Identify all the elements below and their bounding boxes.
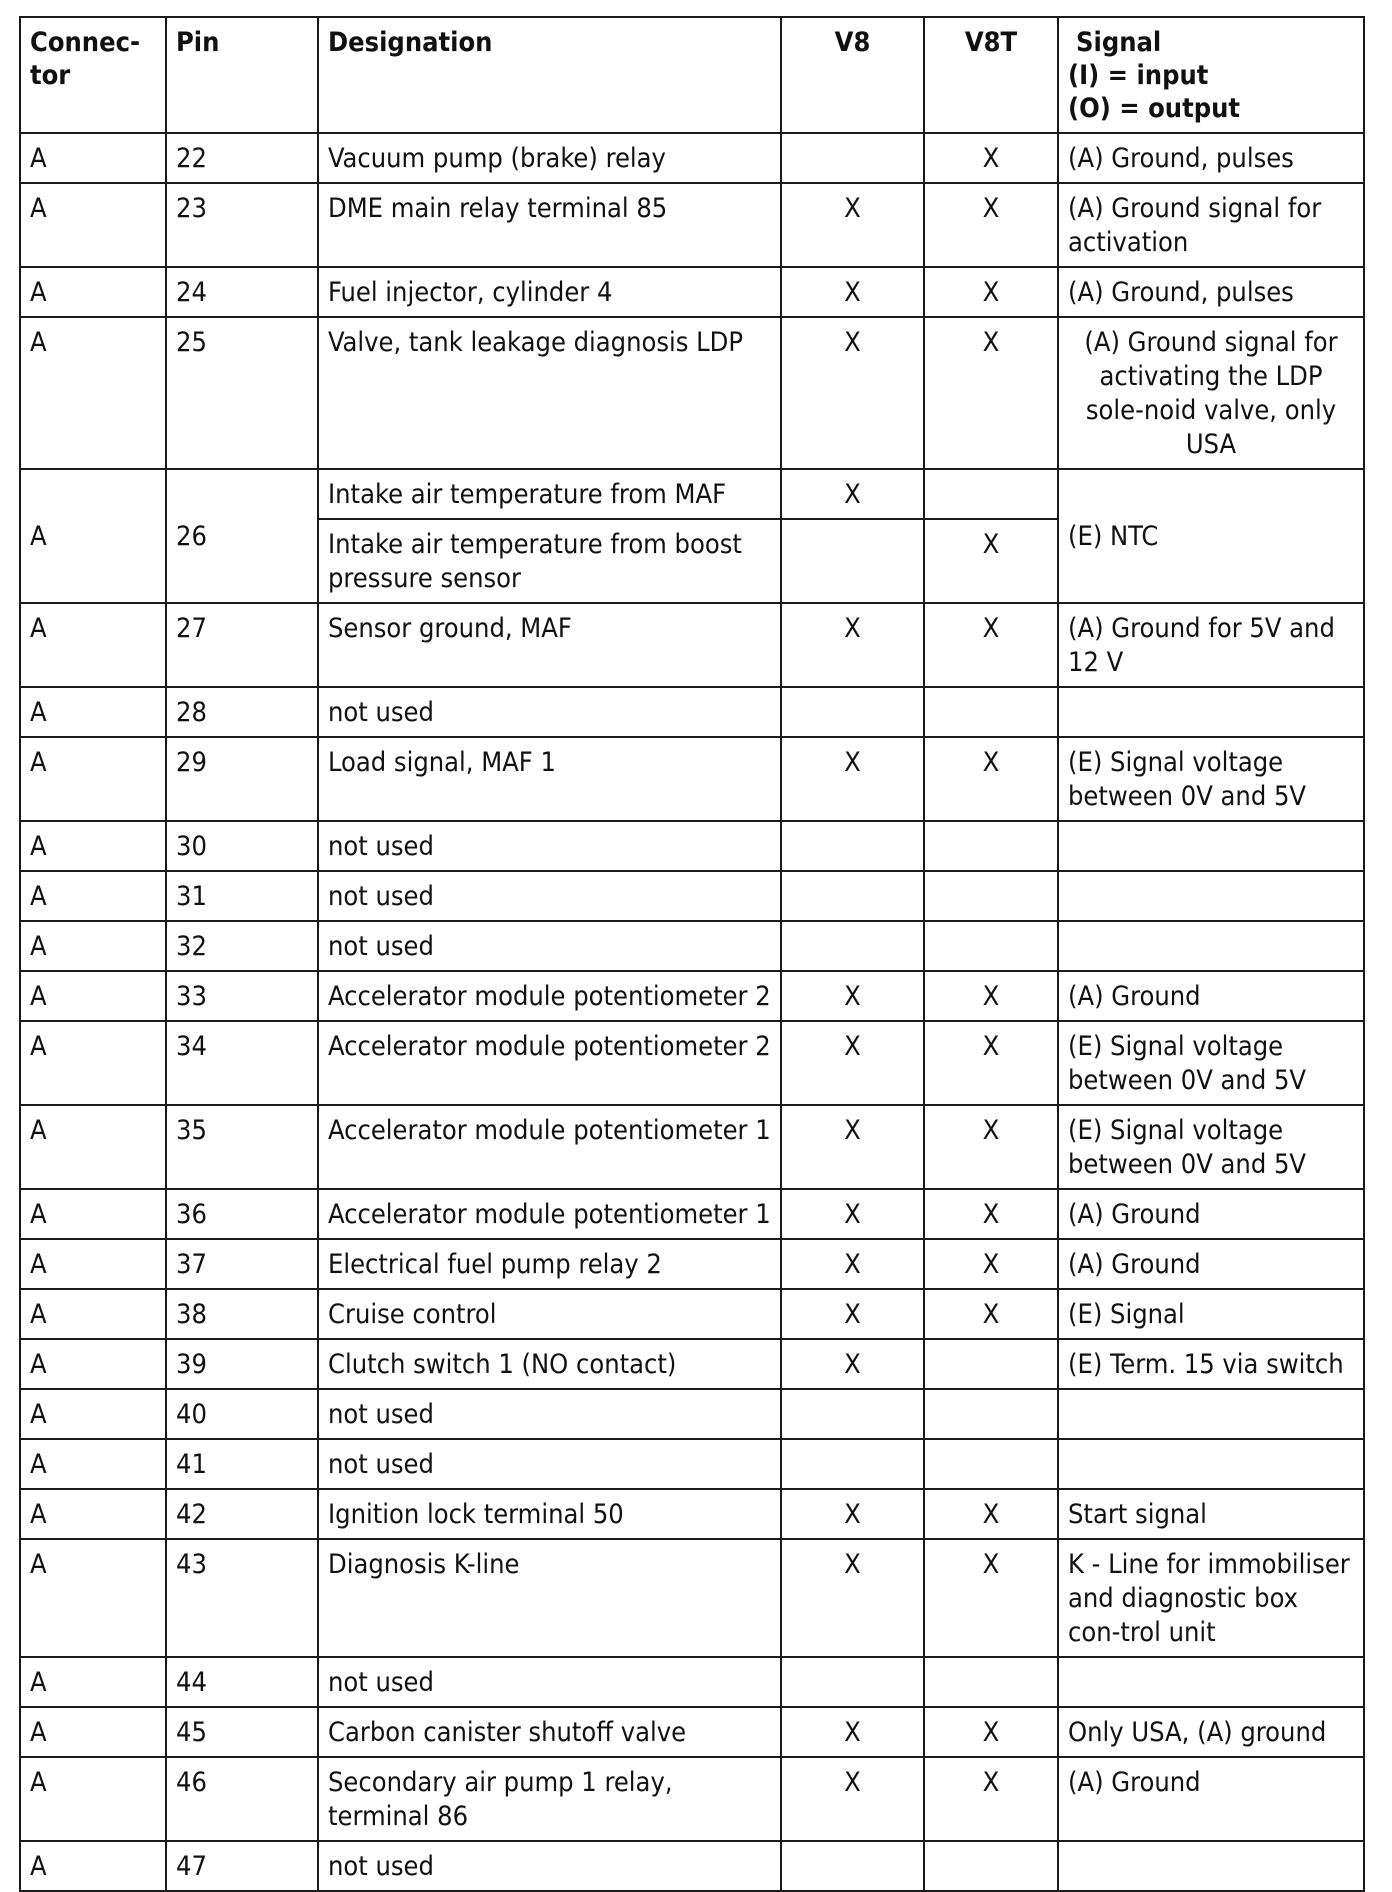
cell-connector: A (20, 1439, 166, 1489)
cell-connector: A (20, 1657, 166, 1707)
cell-pin: 47 (166, 1841, 318, 1891)
cell-v8 (781, 1841, 924, 1891)
cell-connector: A (20, 1021, 166, 1105)
cell-signal: (E) Signal voltage between 0V and 5V (1058, 1021, 1364, 1105)
cell-v8t: X (924, 133, 1058, 183)
cell-pin: 46 (166, 1757, 318, 1841)
cell-v8t: X (924, 317, 1058, 469)
cell-signal: (A) Ground signal for activating the LDP sole-noid valve, only USA (1058, 317, 1364, 469)
header-connector-line1: Connec- (30, 27, 141, 58)
cell-connector: A (20, 1539, 166, 1657)
cell-pin: 37 (166, 1239, 318, 1289)
table-row (20, 317, 1364, 469)
cell-v8: X (781, 183, 924, 267)
cell-connector: A (20, 1239, 166, 1289)
cell-connector: A (20, 183, 166, 267)
header-signal-line3: (O) = output (1068, 93, 1241, 124)
cell-signal: Start signal (1058, 1489, 1364, 1539)
cell-v8t: X (924, 1707, 1058, 1757)
cell-v8t: X (924, 971, 1058, 1021)
cell-pin: 33 (166, 971, 318, 1021)
cell-signal (1058, 821, 1364, 871)
table-row (20, 1439, 1364, 1489)
table-row (20, 971, 1364, 1021)
header-row (20, 17, 1364, 133)
cell-signal (1058, 1657, 1364, 1707)
cell-signal: (E) NTC (1058, 469, 1364, 603)
cell-pin: 22 (166, 133, 318, 183)
table-row (20, 1239, 1364, 1289)
cell-pin: 35 (166, 1105, 318, 1189)
cell-v8: X (781, 737, 924, 821)
cell-designation: Diagnosis K-line (318, 1539, 781, 1657)
cell-designation: Secondary air pump 1 relay, terminal 86 (318, 1757, 781, 1841)
cell-connector: A (20, 1339, 166, 1389)
cell-signal: (E) Signal (1058, 1289, 1364, 1339)
table-row (20, 469, 1364, 519)
cell-signal: (A) Ground (1058, 1189, 1364, 1239)
cell-designation: Accelerator module potentiometer 1 (318, 1189, 781, 1239)
cell-v8t (924, 1841, 1058, 1891)
cell-designation: Vacuum pump (brake) relay (318, 133, 781, 183)
cell-connector: A (20, 469, 166, 603)
cell-pin: 23 (166, 183, 318, 267)
cell-designation: not used (318, 1439, 781, 1489)
table-row (20, 1539, 1364, 1657)
cell-connector: A (20, 133, 166, 183)
cell-signal: (A) Ground (1058, 1239, 1364, 1289)
cell-designation: DME main relay terminal 85 (318, 183, 781, 267)
cell-v8t: X (924, 1489, 1058, 1539)
cell-connector: A (20, 821, 166, 871)
table-row (20, 737, 1364, 821)
cell-pin: 43 (166, 1539, 318, 1657)
header-connector-line2: tor (30, 60, 71, 91)
cell-designation: Valve, tank leakage diagnosis LDP (318, 317, 781, 469)
cell-v8t (924, 871, 1058, 921)
cell-connector: A (20, 687, 166, 737)
cell-v8: X (781, 267, 924, 317)
cell-connector: A (20, 267, 166, 317)
cell-v8: X (781, 1707, 924, 1757)
table-row (20, 1841, 1364, 1891)
table-row (20, 1489, 1364, 1539)
cell-v8: X (781, 1539, 924, 1657)
table-row (20, 1657, 1364, 1707)
cell-designation: Electrical fuel pump relay 2 (318, 1239, 781, 1289)
table-row (20, 1339, 1364, 1389)
cell-connector: A (20, 317, 166, 469)
table-row (20, 821, 1364, 871)
cell-v8 (781, 871, 924, 921)
table-row (20, 1021, 1364, 1105)
header-v8t: V8T (924, 17, 1058, 133)
cell-signal: (A) Ground, pulses (1058, 267, 1364, 317)
cell-connector: A (20, 1105, 166, 1189)
cell-v8: X (781, 1339, 924, 1389)
cell-signal: (A) Ground for 5V and 12 V (1058, 603, 1364, 687)
cell-designation: Clutch switch 1 (NO contact) (318, 1339, 781, 1389)
cell-v8t (924, 687, 1058, 737)
cell-pin: 31 (166, 871, 318, 921)
cell-connector: A (20, 1841, 166, 1891)
cell-v8 (781, 1389, 924, 1439)
cell-signal: (A) Ground, pulses (1058, 133, 1364, 183)
cell-connector: A (20, 603, 166, 687)
cell-designation: Accelerator module potentiometer 2 (318, 1021, 781, 1105)
cell-v8t (924, 469, 1058, 519)
cell-designation: not used (318, 1841, 781, 1891)
cell-pin: 28 (166, 687, 318, 737)
cell-designation: Accelerator module potentiometer 2 (318, 971, 781, 1021)
cell-connector: A (20, 871, 166, 921)
cell-designation: Load signal, MAF 1 (318, 737, 781, 821)
cell-signal: (E) Signal voltage between 0V and 5V (1058, 737, 1364, 821)
cell-pin: 45 (166, 1707, 318, 1757)
cell-designation: not used (318, 871, 781, 921)
cell-designation: not used (318, 821, 781, 871)
cell-v8t: X (924, 519, 1058, 603)
cell-v8t: X (924, 1239, 1058, 1289)
cell-v8t: X (924, 1289, 1058, 1339)
table-row (20, 183, 1364, 267)
cell-designation: Intake air temperature from boost pressure sensor (318, 519, 781, 603)
cell-connector: A (20, 1489, 166, 1539)
cell-pin: 38 (166, 1289, 318, 1339)
cell-designation: not used (318, 1657, 781, 1707)
cell-pin: 39 (166, 1339, 318, 1389)
cell-connector: A (20, 737, 166, 821)
table-row (20, 267, 1364, 317)
cell-v8t: X (924, 1189, 1058, 1239)
cell-signal (1058, 921, 1364, 971)
cell-designation: Carbon canister shutoff valve (318, 1707, 781, 1757)
table-row (20, 1707, 1364, 1757)
cell-designation: not used (318, 687, 781, 737)
cell-pin: 30 (166, 821, 318, 871)
header-pin: Pin (166, 17, 318, 133)
table-row (20, 921, 1364, 971)
cell-signal: K - Line for immobiliser and diagnostic box con-trol unit (1058, 1539, 1364, 1657)
cell-designation: Accelerator module potentiometer 1 (318, 1105, 781, 1189)
header-designation: Designation (318, 17, 781, 133)
cell-connector: A (20, 1389, 166, 1439)
cell-pin: 42 (166, 1489, 318, 1539)
cell-signal (1058, 1439, 1364, 1489)
cell-v8t: X (924, 183, 1058, 267)
cell-signal: (A) Ground (1058, 971, 1364, 1021)
cell-v8t (924, 1389, 1058, 1439)
table-row (20, 1289, 1364, 1339)
cell-v8t: X (924, 1757, 1058, 1841)
cell-pin: 32 (166, 921, 318, 971)
cell-pin: 41 (166, 1439, 318, 1489)
cell-v8: X (781, 1289, 924, 1339)
cell-v8t: X (924, 1105, 1058, 1189)
cell-connector: A (20, 1289, 166, 1339)
header-signal (1058, 17, 1364, 133)
cell-v8: X (781, 317, 924, 469)
cell-v8: X (781, 971, 924, 1021)
cell-designation: Ignition lock terminal 50 (318, 1489, 781, 1539)
cell-pin: 40 (166, 1389, 318, 1439)
cell-v8 (781, 921, 924, 971)
header-v8: V8 (781, 17, 924, 133)
cell-pin: 26 (166, 469, 318, 603)
cell-v8: X (781, 1489, 924, 1539)
cell-designation: not used (318, 921, 781, 971)
cell-connector: A (20, 1189, 166, 1239)
cell-v8 (781, 821, 924, 871)
cell-v8 (781, 687, 924, 737)
cell-designation: Intake air temperature from MAF (318, 469, 781, 519)
table-row (20, 1105, 1364, 1189)
table-row (20, 1757, 1364, 1841)
cell-designation: not used (318, 1389, 781, 1439)
cell-pin: 27 (166, 603, 318, 687)
cell-v8t: X (924, 267, 1058, 317)
cell-v8t (924, 1439, 1058, 1489)
cell-v8 (781, 1439, 924, 1489)
cell-v8t: X (924, 1539, 1058, 1657)
header-signal-line2: (I) = input (1068, 60, 1209, 91)
header-connector (20, 17, 166, 133)
cell-connector: A (20, 1757, 166, 1841)
cell-v8: X (781, 1189, 924, 1239)
cell-signal: (E) Term. 15 via switch (1058, 1339, 1364, 1389)
cell-v8t: X (924, 603, 1058, 687)
cell-pin: 44 (166, 1657, 318, 1707)
cell-connector: A (20, 921, 166, 971)
cell-v8: X (781, 603, 924, 687)
cell-signal: Only USA, (A) ground (1058, 1707, 1364, 1757)
cell-signal (1058, 1841, 1364, 1891)
cell-v8t (924, 921, 1058, 971)
cell-v8 (781, 133, 924, 183)
cell-v8: X (781, 1021, 924, 1105)
table-row (20, 687, 1364, 737)
cell-signal: (A) Ground signal for activation (1058, 183, 1364, 267)
cell-signal: (E) Signal voltage between 0V and 5V (1058, 1105, 1364, 1189)
table-row (20, 603, 1364, 687)
cell-designation: Cruise control (318, 1289, 781, 1339)
pin-assignment-table (19, 16, 1365, 1892)
cell-signal (1058, 687, 1364, 737)
table-row (20, 871, 1364, 921)
cell-v8t: X (924, 1021, 1058, 1105)
cell-v8 (781, 1657, 924, 1707)
cell-v8: X (781, 1757, 924, 1841)
cell-pin: 25 (166, 317, 318, 469)
cell-v8: X (781, 469, 924, 519)
cell-v8: X (781, 1105, 924, 1189)
table-row (20, 1389, 1364, 1439)
cell-v8t (924, 1339, 1058, 1389)
cell-signal (1058, 1389, 1364, 1439)
cell-pin: 24 (166, 267, 318, 317)
cell-designation: Sensor ground, MAF (318, 603, 781, 687)
cell-v8t (924, 1657, 1058, 1707)
cell-signal (1058, 871, 1364, 921)
pin-rows (20, 133, 1364, 1891)
cell-signal: (A) Ground (1058, 1757, 1364, 1841)
table-row (20, 1189, 1364, 1239)
cell-connector: A (20, 1707, 166, 1757)
table-row (20, 133, 1364, 183)
cell-designation: Fuel injector, cylinder 4 (318, 267, 781, 317)
cell-v8t (924, 821, 1058, 871)
cell-connector: A (20, 971, 166, 1021)
cell-pin: 29 (166, 737, 318, 821)
header-signal-line1: Signal (1076, 27, 1162, 58)
cell-v8t: X (924, 737, 1058, 821)
cell-v8: X (781, 1239, 924, 1289)
cell-pin: 34 (166, 1021, 318, 1105)
cell-pin: 36 (166, 1189, 318, 1239)
cell-v8 (781, 519, 924, 603)
